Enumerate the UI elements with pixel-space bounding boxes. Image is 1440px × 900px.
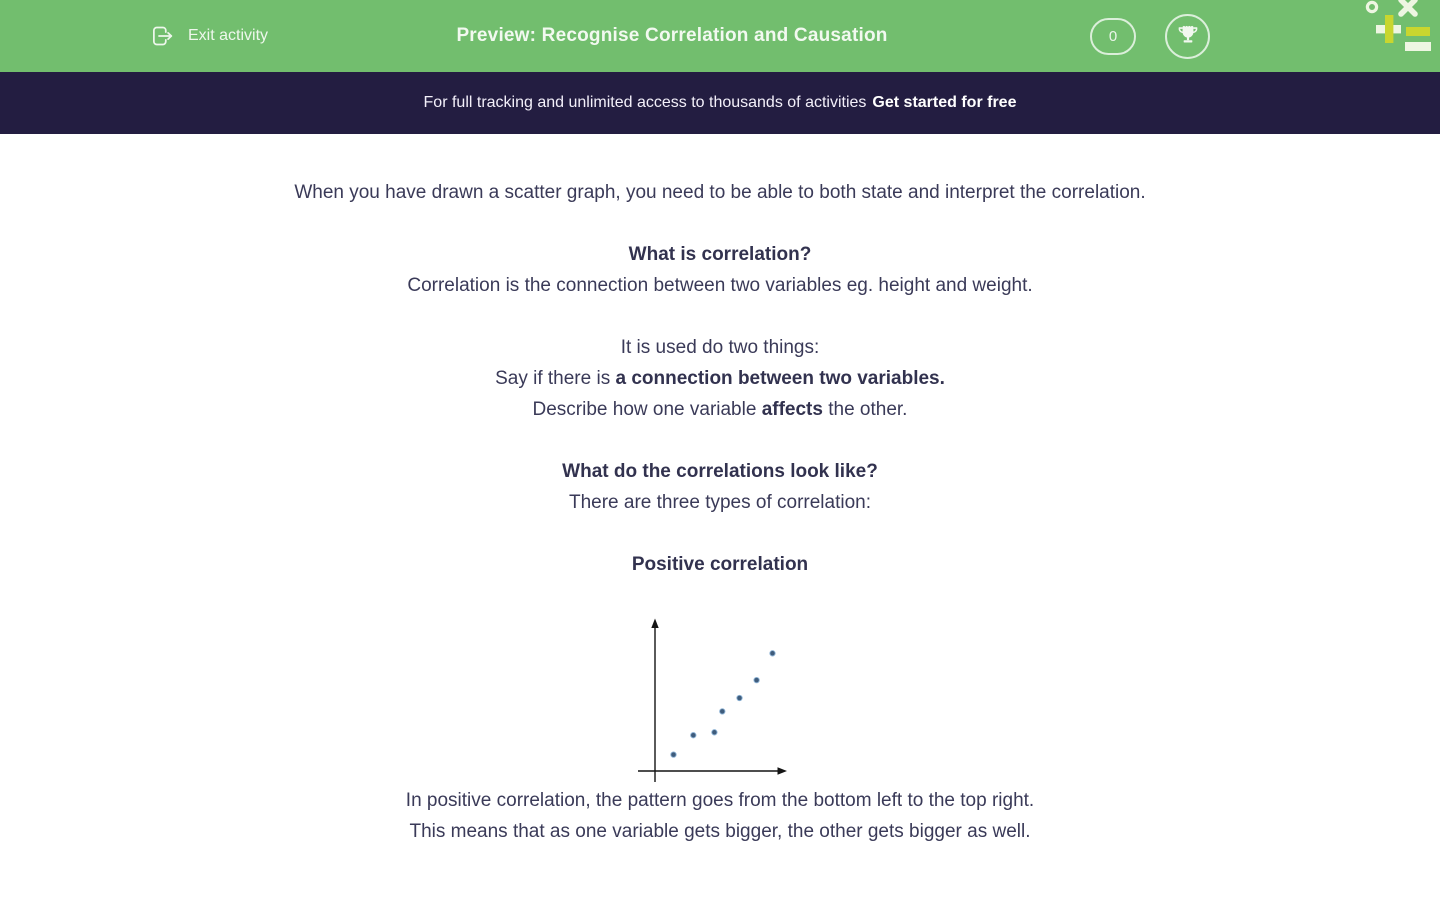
trophy-icon	[1175, 22, 1201, 51]
math-symbols-logo	[1358, 0, 1440, 63]
x-axis-arrowhead	[778, 767, 788, 774]
logout-arrow-icon	[148, 23, 176, 49]
scatter-plot-svg	[620, 610, 790, 785]
scatter-point	[754, 677, 759, 682]
upgrade-banner	[0, 72, 1440, 134]
score-count-value: 0	[1108, 28, 1118, 45]
rewards-button[interactable]	[1165, 14, 1210, 59]
activity-header	[0, 0, 1440, 72]
upgrade-banner-text: For full tracking and unlimited access to thousands of activities	[423, 94, 867, 111]
use-connection-line: Say if there is a connection between two variables.	[495, 368, 945, 389]
exit-activity-button[interactable]	[148, 0, 268, 72]
what-is-correlation-heading: What is correlation?	[628, 244, 812, 265]
uses-intro: It is used do two things:	[620, 337, 820, 358]
scatter-point	[720, 709, 725, 714]
scatter-point	[712, 730, 717, 735]
correlation-definition: Correlation is the connection between two variables eg. height and weight.	[407, 275, 1033, 296]
scatter-point	[737, 695, 742, 700]
score-counter	[1090, 18, 1136, 55]
correlations-look-like-heading: What do the correlations look like?	[562, 461, 878, 482]
activity-content	[0, 134, 1440, 847]
scatter-point	[770, 651, 775, 656]
positive-explanation-line2: This means that as one variable gets bigger, the other gets bigger as well.	[409, 821, 1031, 842]
scatter-point	[691, 733, 696, 738]
get-started-link[interactable]: Get started for free	[872, 94, 1017, 111]
use-affects-line: Describe how one variable affects the other.	[532, 399, 908, 420]
intro-paragraph: When you have drawn a scatter graph, you need to be able to both state and interpret the correlation.	[294, 182, 1146, 203]
three-types-line: There are three types of correlation:	[568, 492, 872, 513]
y-axis-arrowhead	[651, 619, 658, 629]
positive-correlation-heading: Positive correlation	[631, 554, 809, 575]
positive-explanation-line1: In positive correlation, the pattern goes from the bottom left to the top right.	[405, 790, 1035, 811]
exit-activity-label: Exit activity	[188, 27, 269, 44]
positive-correlation-scatter-graph	[0, 610, 1440, 785]
scatter-points	[671, 651, 775, 758]
scatter-point	[671, 752, 676, 757]
page-title: Preview: Recognise Correlation and Causation	[456, 25, 888, 46]
